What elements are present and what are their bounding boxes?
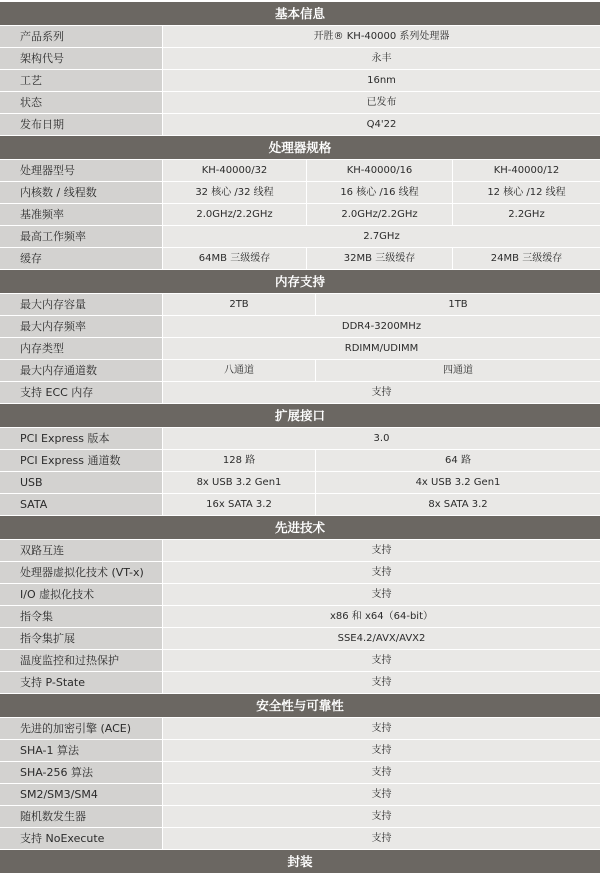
row-label: 双路互连 [0,540,162,561]
row-label: SM2/SM3/SM4 [0,784,162,805]
row-label: 最大内存通道数 [0,360,162,381]
row-value: 2.0GHz/2.2GHz [307,204,452,225]
row-value: 16x SATA 3.2 [163,494,315,515]
row-value: 支持 [163,806,600,827]
row-value: 2.2GHz [453,204,600,225]
row-value: 3.0 [163,428,600,449]
row-value: DDR4-3200MHz [163,316,600,337]
row-value: 已发布 [163,92,600,113]
row-value: 64 路 [316,450,600,471]
row-label: 温度监控和过热保护 [0,650,162,671]
section-header: 内存支持 [0,270,600,293]
row-value: KH-40000/32 [163,160,306,181]
row-label: SHA-256 算法 [0,762,162,783]
row-label: PCI Express 版本 [0,428,162,449]
row-label: 处理器型号 [0,160,162,181]
row-label: 支持 P-State [0,672,162,693]
row-label: 指令集 [0,606,162,627]
row-value: RDIMM/UDIMM [163,338,600,359]
row-label: 最大内存频率 [0,316,162,337]
row-value: 四通道 [316,360,600,381]
row-label: 随机数发生器 [0,806,162,827]
row-value: 24MB 三级缓存 [453,248,600,269]
row-label: 内核数 / 线程数 [0,182,162,203]
row-label: 支持 NoExecute [0,828,162,849]
row-label: SHA-1 算法 [0,740,162,761]
row-label: 状态 [0,92,162,113]
row-label: 发布日期 [0,114,162,135]
section-header: 先进技术 [0,516,600,539]
row-value: 4x USB 3.2 Gen1 [316,472,600,493]
row-value: 支持 [163,740,600,761]
row-value: 八通道 [163,360,315,381]
row-label: SATA [0,494,162,515]
row-value: 支持 [163,762,600,783]
row-value: 支持 [163,784,600,805]
row-value: 12 核心 /12 线程 [453,182,600,203]
row-label: 架构代号 [0,48,162,69]
row-value: KH-40000/12 [453,160,600,181]
section-header: 扩展接口 [0,404,600,427]
row-value: 32 核心 /32 线程 [163,182,306,203]
row-value: 支持 [163,584,600,605]
row-value: 支持 [163,540,600,561]
row-value: KH-40000/16 [307,160,452,181]
row-label: 指令集扩展 [0,628,162,649]
row-value: 1TB [316,294,600,315]
row-value: 16nm [163,70,600,91]
row-label: 最高工作频率 [0,226,162,247]
row-label: 产品系列 [0,26,162,47]
row-value: 支持 [163,562,600,583]
row-value: x86 和 x64（64-bit） [163,606,600,627]
row-label: 最大内存容量 [0,294,162,315]
row-value: 2TB [163,294,315,315]
row-value: 8x USB 3.2 Gen1 [163,472,315,493]
section-header: 基本信息 [0,2,600,25]
row-value: 支持 [163,650,600,671]
row-value: 永丰 [163,48,600,69]
row-value: 16 核心 /16 线程 [307,182,452,203]
row-label: I/O 虚拟化技术 [0,584,162,605]
row-value: Q4'22 [163,114,600,135]
row-label: 缓存 [0,248,162,269]
row-value: 支持 [163,382,600,403]
row-label: USB [0,472,162,493]
row-value: 8x SATA 3.2 [316,494,600,515]
section-header: 封装 [0,850,600,873]
section-header: 处理器规格 [0,136,600,159]
row-label: 工艺 [0,70,162,91]
row-value: 2.7GHz [163,226,600,247]
row-label: 基准频率 [0,204,162,225]
row-value: 32MB 三级缓存 [307,248,452,269]
row-value: SSE4.2/AVX/AVX2 [163,628,600,649]
row-value: 2.0GHz/2.2GHz [163,204,306,225]
row-label: 处理器虚拟化技术 (VT-x) [0,562,162,583]
row-label: 先进的加密引擎 (ACE) [0,718,162,739]
row-label: 内存类型 [0,338,162,359]
row-value: 开胜® KH-40000 系列处理器 [163,26,600,47]
row-value: 支持 [163,828,600,849]
row-value: 支持 [163,672,600,693]
row-value: 128 路 [163,450,315,471]
row-value: 支持 [163,718,600,739]
row-label: PCI Express 通道数 [0,450,162,471]
row-label: 支持 ECC 内存 [0,382,162,403]
row-value: 64MB 三级缓存 [163,248,306,269]
section-header: 安全性与可靠性 [0,694,600,717]
